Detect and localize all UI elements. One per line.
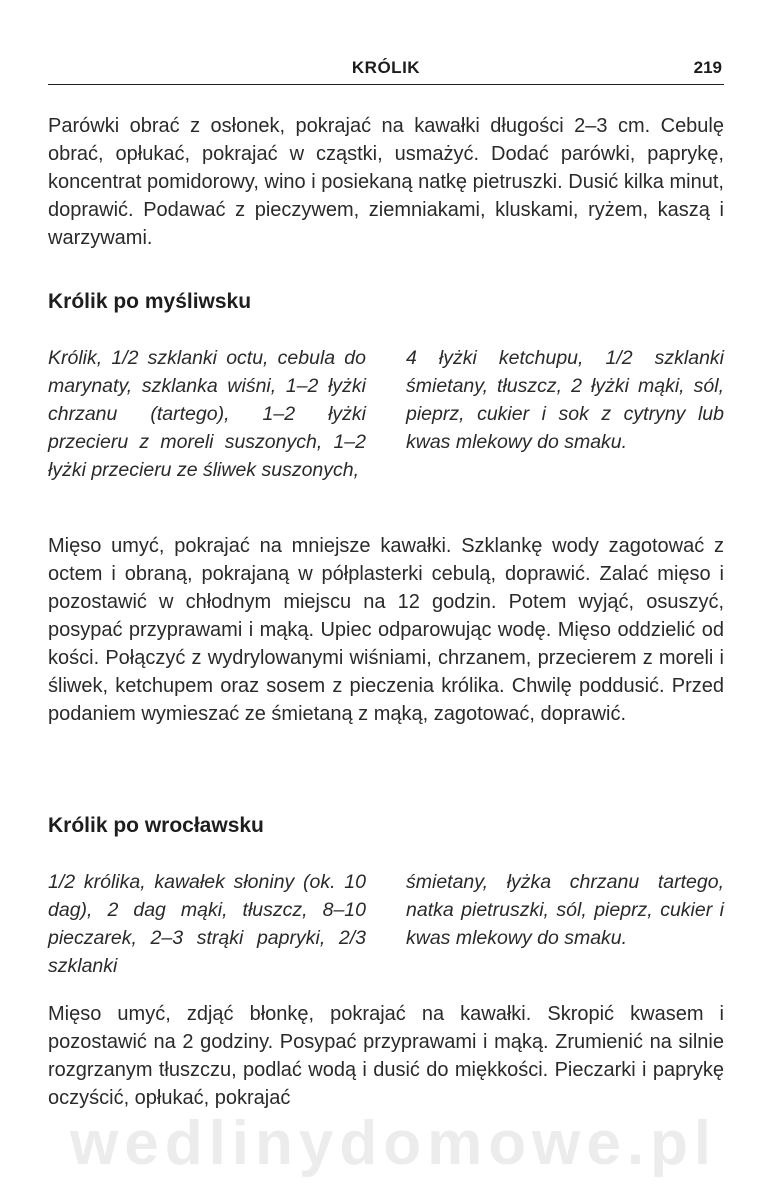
ingredients-wroclawsku	[48, 868, 724, 980]
ingredients-right-column: śmietany, łyżka chrzanu tartego, natka pietruszki, sól, pieprz, cukier i kwas mlekowy do smaku.	[406, 871, 724, 949]
running-head	[48, 58, 724, 85]
intro-paragraph: Parówki obrać z osłonek, pokrajać na kawałki długości 2–3 cm. Cebulę obrać, opłukać, pokrajać w cząstki, usmażyć. Dodać parówki, paprykę, koncentrat pomidorowy, wino i posiekaną natkę pietruszki. Dusić kilka minut, doprawić. Podawać z pieczywem, ziemniakami, kluskami, ryżem, kaszą i warzywami.	[48, 115, 724, 249]
ingredients-right-column: 4 łyżki ketchupu, 1/2 szklanki śmietany, tłuszcz, 2 łyżki mąki, sól, pieprz, cukier i sok z cytryny lub kwas mlekowy do smaku.	[406, 347, 724, 453]
recipe-title-mysliwsku: Królik po myśliwsku	[48, 290, 252, 313]
running-title: KRÓLIK	[351, 58, 421, 77]
ingredients-left-column: 1/2 królika, kawałek słoniny (ok. 10 dag), 2 dag mąki, tłuszcz, 8–10 pieczarek, 2–3 strąki papryki, 2/3 szklanki	[48, 871, 366, 977]
recipe-title-wroclawsku: Królik po wrocławsku	[48, 814, 264, 837]
page-number: 219	[693, 58, 722, 77]
ingredients-left-column: Królik, 1/2 szklanki octu, cebula do marynaty, szklanka wiśni, 1–2 łyżki chrzanu (tartego), 1–2 łyżki przecieru z moreli suszonych, 1–2 łyżki przecieru ze śliwek suszonych,	[48, 347, 366, 481]
method-wroclawsku: Mięso umyć, zdjąć błonkę, pokrajać na kawałki. Skropić kwasem i pozostawić na 2 godziny. Posypać przyprawami i mąką. Zrumienić na silnie rozgrzanym tłuszczu, podlać wodą i dusić do miękkości. Pieczarki i paprykę oczyścić, opłukać, pokrajać	[48, 1003, 724, 1109]
method-mysliwsku: Mięso umyć, pokrajać na mniejsze kawałki. Szklankę wody zagotować z octem i obraną, pokrajaną w półplasterki cebulą, doprawić. Zalać mięso i pozostawić w chłodnym miejscu na 12 godzin. Potem wyjąć, osuszyć, posypać przyprawami i mąką. Upiec odparowując wodę. Mięso oddzielić od kości. Połączyć z wydrylowanymi wiśniami, chrzanem, przecierem z moreli i śliwek, ketchupem oraz sosem z pieczenia królika. Chwilę poddusić. Przed podaniem wymieszać ze śmietaną z mąką, zagotować, doprawić.	[48, 535, 724, 725]
ingredients-mysliwsku	[48, 344, 724, 484]
watermark: wedlinydomowe.pl	[70, 1109, 718, 1178]
